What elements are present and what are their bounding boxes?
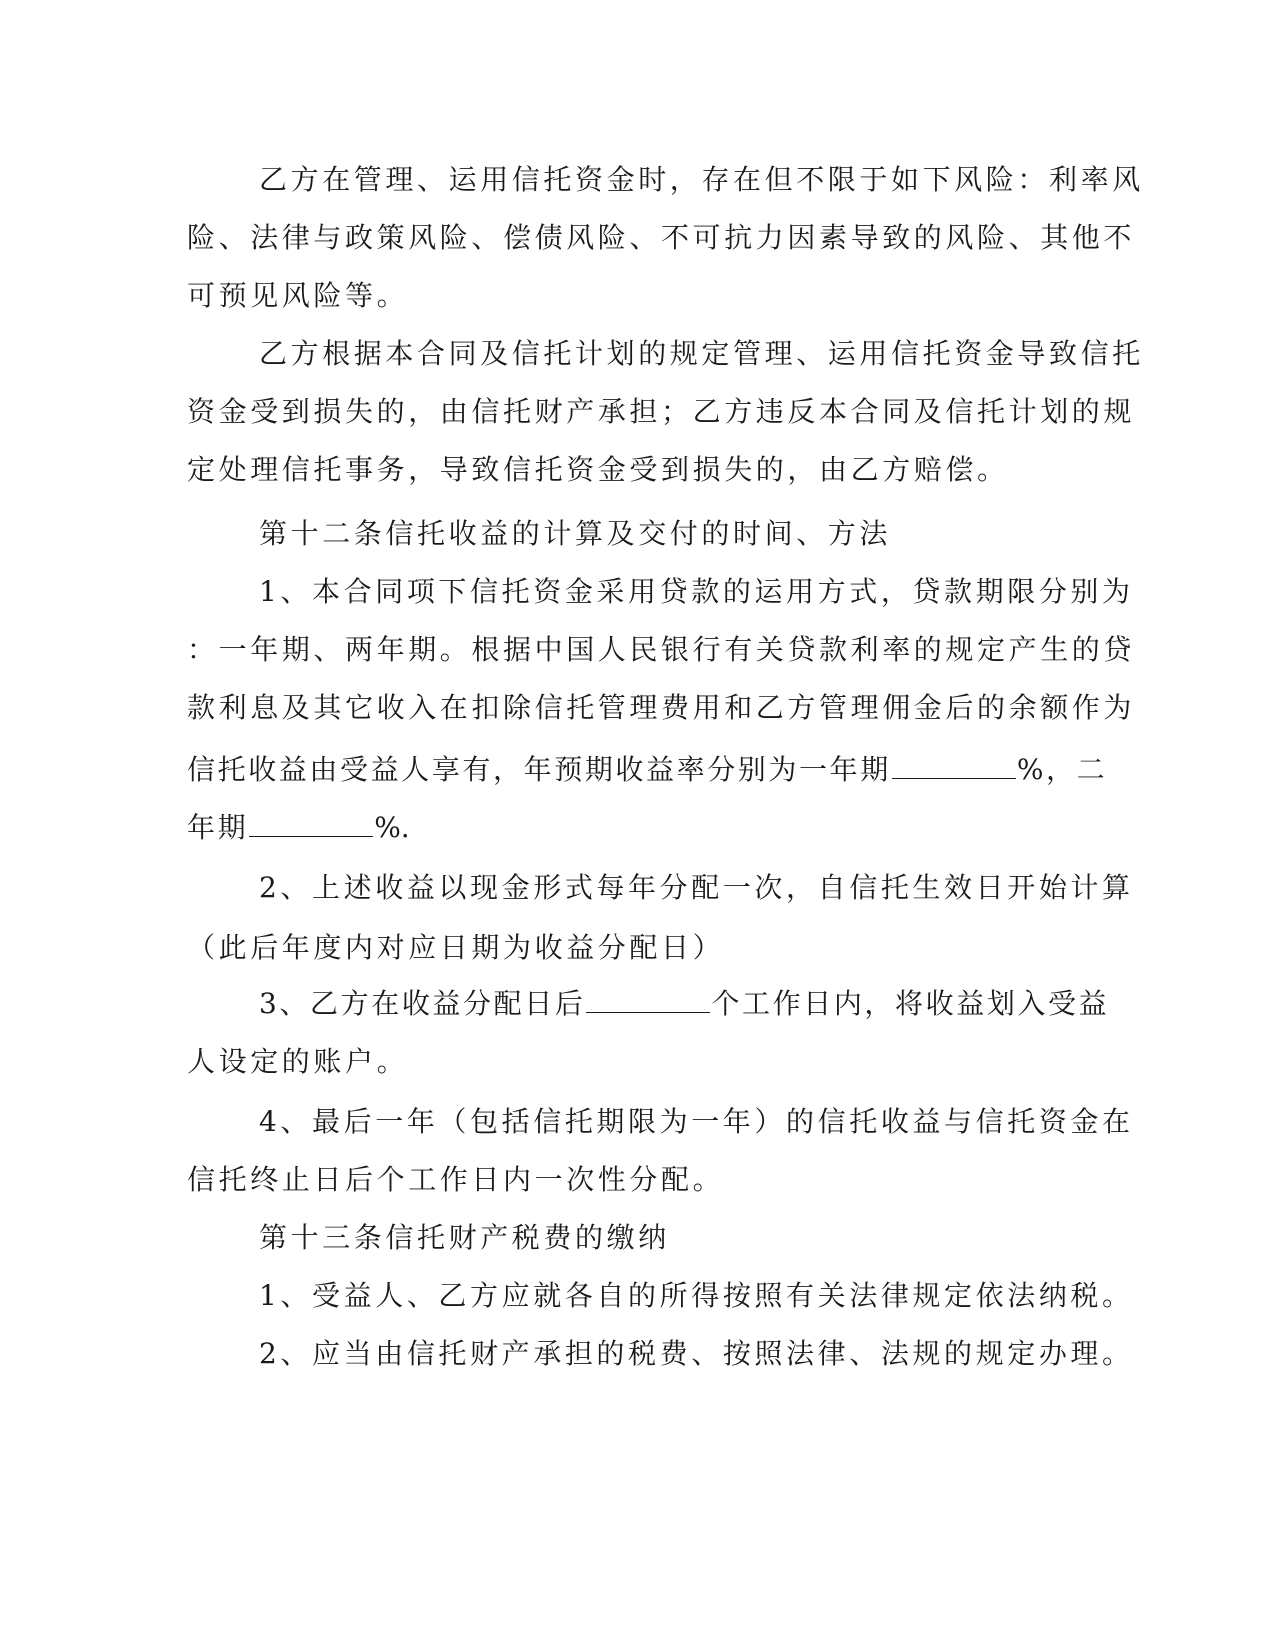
line-text: 年期 <box>187 811 249 844</box>
paragraph-line: 1、本合同项下信托资金采用贷款的运用方式，贷款期限分别为 <box>259 575 1134 608</box>
line-text: 3、乙方在收益分配日后 <box>259 987 586 1020</box>
fill-in-blank <box>249 810 373 837</box>
fill-in-blank <box>892 752 1016 779</box>
paragraph-line: 1、受益人、乙方应就各自的所得按照有关法律规定依法纳税。 <box>259 1279 1134 1312</box>
paragraph-line <box>187 808 1067 848</box>
paragraph-line: 信托终止日后个工作日内一次性分配。 <box>187 1163 725 1196</box>
line-text: %，二 <box>1016 753 1108 786</box>
paragraph-line: 定处理信托事务，导致信托资金受到损失的，由乙方赔偿。 <box>187 453 1009 486</box>
paragraph-line: 2、上述收益以现金形式每年分配一次，自信托生效日开始计算 <box>259 871 1134 904</box>
fill-in-blank <box>586 986 710 1013</box>
paragraph-line: 乙方在管理、运用信托资金时，存在但不限于如下风险：利率风 <box>259 163 1144 196</box>
paragraph-line: 4、最后一年（包括信托期限为一年）的信托收益与信托资金在 <box>259 1105 1134 1138</box>
paragraph-line <box>259 984 1110 1024</box>
paragraph-line: 人设定的账户。 <box>187 1045 409 1078</box>
line-text: 信托收益由受益人享有，年预期收益率分别为一年期 <box>187 753 891 786</box>
line-text: 个工作日内，将收益划入受益 <box>711 987 1110 1020</box>
article-heading: 第十三条信托财产税费的缴纳 <box>259 1221 670 1254</box>
paragraph-line: （此后年度内对应日期为收益分配日） <box>187 931 725 964</box>
article-heading: 第十二条信托收益的计算及交付的时间、方法 <box>259 517 892 550</box>
paragraph-line: 2、应当由信托财产承担的税费、按照法律、法规的规定办理。 <box>259 1337 1134 1370</box>
paragraph-line: ：一年期、两年期。根据中国人民银行有关贷款利率的规定产生的贷 <box>187 633 1136 666</box>
paragraph-line: 可预见风险等。 <box>187 279 409 312</box>
line-text: %. <box>374 811 410 844</box>
paragraph-line: 险、法律与政策风险、偿债风险、不可抗力因素导致的风险、其他不 <box>187 221 1136 254</box>
paragraph-line: 资金受到损失的，由信托财产承担；乙方违反本合同及信托计划的规 <box>187 395 1136 428</box>
paragraph-line: 款利息及其它收入在扣除信托管理费用和乙方管理佣金后的余额作为 <box>187 691 1136 724</box>
paragraph-line: 乙方根据本合同及信托计划的规定管理、运用信托资金导致信托 <box>259 337 1144 370</box>
paragraph-line <box>187 750 1108 790</box>
